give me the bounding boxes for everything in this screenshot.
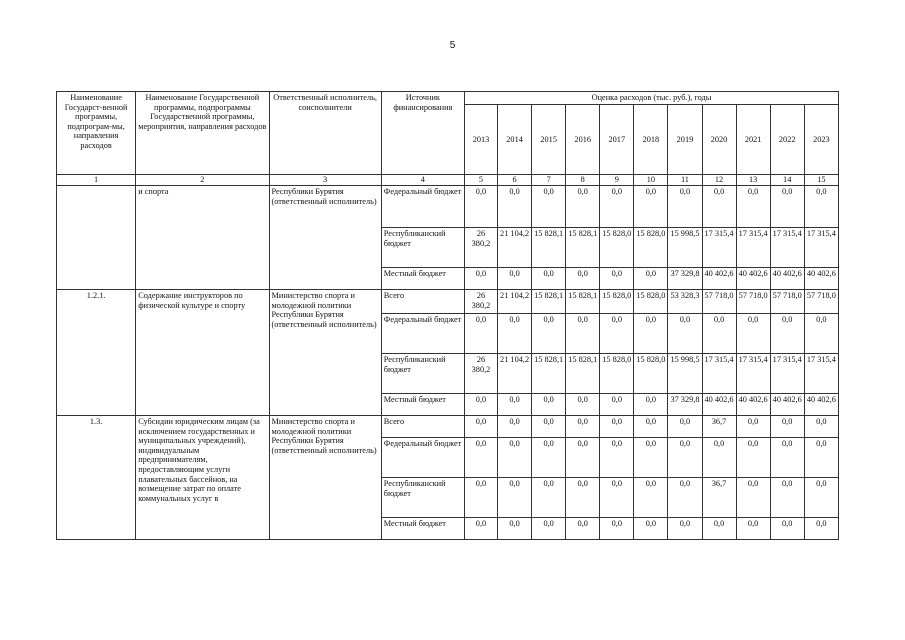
- expense-value: 26 380,2: [464, 290, 497, 314]
- budget-row: [57, 416, 839, 438]
- expense-value: 0,0: [532, 394, 566, 416]
- header-year: 2021: [736, 105, 770, 175]
- expense-value: 0,0: [600, 416, 634, 438]
- expense-value: 0,0: [600, 394, 634, 416]
- expense-value: 0,0: [566, 314, 600, 354]
- funding-source: Республиканский бюджет: [381, 228, 464, 268]
- expense-value: 0,0: [566, 416, 600, 438]
- executor: Министерство спорта и молодежной политики Республики Бурятия (ответственный исполнитель): [269, 416, 381, 540]
- expense-value: 40 402,6: [736, 394, 770, 416]
- expense-value: 17 315,4: [770, 228, 804, 268]
- expense-value: 0,0: [566, 186, 600, 228]
- header-year: 2015: [532, 105, 566, 175]
- expense-value: 17 315,4: [702, 354, 736, 394]
- expense-value: 15 828,1: [532, 228, 566, 268]
- expense-value: 0,0: [532, 186, 566, 228]
- expense-value: 0,0: [702, 314, 736, 354]
- expense-value: 0,0: [532, 314, 566, 354]
- column-index: 11: [668, 175, 702, 186]
- expense-value: 40 402,6: [702, 268, 736, 290]
- expense-value: 0,0: [702, 438, 736, 478]
- header-year: 2022: [770, 105, 804, 175]
- expense-value: 0,0: [736, 416, 770, 438]
- expense-value: 0,0: [770, 416, 804, 438]
- expense-value: 57 718,0: [804, 290, 838, 314]
- expense-value: 15 828,0: [600, 354, 634, 394]
- header-year: 2019: [668, 105, 702, 175]
- expense-value: 17 315,4: [804, 228, 838, 268]
- expense-value: 17 315,4: [804, 354, 838, 394]
- expense-value: 0,0: [464, 438, 497, 478]
- expense-value: 37 329,8: [668, 394, 702, 416]
- expense-value: 57 718,0: [736, 290, 770, 314]
- expense-value: 0,0: [634, 186, 668, 228]
- expense-value: 21 104,2: [498, 290, 532, 314]
- expense-value: 0,0: [532, 478, 566, 518]
- expense-value: 36,7: [702, 416, 736, 438]
- expense-value: 15 828,1: [532, 354, 566, 394]
- budget-row: [57, 290, 839, 314]
- expense-value: 37 329,8: [668, 268, 702, 290]
- expense-value: 0,0: [498, 438, 532, 478]
- column-index: 13: [736, 175, 770, 186]
- expense-value: 0,0: [600, 438, 634, 478]
- expense-value: 0,0: [600, 478, 634, 518]
- funding-source: Местный бюджет: [381, 518, 464, 540]
- expense-value: 0,0: [736, 438, 770, 478]
- expense-value: 15 828,0: [634, 354, 668, 394]
- expense-value: 15 828,0: [600, 290, 634, 314]
- expense-value: 0,0: [498, 518, 532, 540]
- expense-value: 40 402,6: [804, 268, 838, 290]
- expense-value: 15 828,1: [532, 290, 566, 314]
- expense-value: 0,0: [804, 186, 838, 228]
- expense-value: 21 104,2: [498, 228, 532, 268]
- header-executor: Ответственный исполнитель, соисполнители: [269, 92, 381, 175]
- expense-value: 0,0: [464, 394, 497, 416]
- expense-value: 0,0: [736, 478, 770, 518]
- expense-value: 0,0: [600, 186, 634, 228]
- column-index-row: [57, 175, 839, 186]
- expense-value: 0,0: [566, 394, 600, 416]
- expense-value: 26 380,2: [464, 228, 497, 268]
- column-index: 10: [634, 175, 668, 186]
- expense-value: 0,0: [702, 518, 736, 540]
- header-measure-name: Наименование Государственной программы, подпрограммы Государственной программы, мероприятия, направления расходов: [136, 92, 269, 175]
- measure-code: [57, 186, 136, 290]
- expense-value: 36,7: [702, 478, 736, 518]
- expense-value: 15 828,1: [566, 354, 600, 394]
- budget-row: [57, 186, 839, 228]
- funding-source: Местный бюджет: [381, 268, 464, 290]
- column-index: 7: [532, 175, 566, 186]
- expense-value: 0,0: [634, 394, 668, 416]
- expense-value: 0,0: [804, 438, 838, 478]
- executor: Министерство спорта и молодежной политики Республики Бурятия (ответственный исполнитель): [269, 290, 381, 416]
- expense-value: 0,0: [736, 314, 770, 354]
- expense-value: 0,0: [634, 314, 668, 354]
- funding-source: Всего: [381, 416, 464, 438]
- expense-value: 0,0: [464, 416, 497, 438]
- expense-value: 0,0: [770, 314, 804, 354]
- expense-value: 15 998,5: [668, 228, 702, 268]
- expense-value: 0,0: [600, 518, 634, 540]
- expense-value: 57 718,0: [770, 290, 804, 314]
- column-index: 12: [702, 175, 736, 186]
- expense-value: 0,0: [532, 518, 566, 540]
- expense-value: 40 402,6: [804, 394, 838, 416]
- header-year: 2013: [464, 105, 497, 175]
- expense-value: 15 828,0: [634, 228, 668, 268]
- expense-value: 0,0: [634, 518, 668, 540]
- measure-code: 1.3.: [57, 416, 136, 540]
- expense-value: 0,0: [498, 314, 532, 354]
- expense-value: 57 718,0: [702, 290, 736, 314]
- expense-value: 0,0: [498, 394, 532, 416]
- funding-source: Федеральный бюджет: [381, 186, 464, 228]
- expense-value: 40 402,6: [702, 394, 736, 416]
- expense-value: 15 828,0: [600, 228, 634, 268]
- expense-value: 0,0: [464, 478, 497, 518]
- expense-value: 53 328,3: [668, 290, 702, 314]
- expense-value: 15 828,1: [566, 290, 600, 314]
- header-year: 2018: [634, 105, 668, 175]
- funding-source: Республиканский бюджет: [381, 354, 464, 394]
- expense-value: 0,0: [634, 438, 668, 478]
- expense-value: 0,0: [498, 186, 532, 228]
- column-index: 6: [498, 175, 532, 186]
- expense-value: 0,0: [532, 416, 566, 438]
- expense-value: 0,0: [634, 268, 668, 290]
- expense-value: 15 828,1: [566, 228, 600, 268]
- expense-value: 17 315,4: [736, 354, 770, 394]
- expense-value: 0,0: [770, 478, 804, 518]
- expense-value: 0,0: [566, 268, 600, 290]
- header-funding-source: Источник финансирования: [381, 92, 464, 175]
- column-index: 14: [770, 175, 804, 186]
- header-year: 2020: [702, 105, 736, 175]
- expense-value: 26 380,2: [464, 354, 497, 394]
- budget-table: [56, 91, 839, 540]
- measure-name: Субсидии юридическим лицам (за исключением государственных и муниципальных учреждений), индивидуальным предпринимателям, предоставляющим услуги плавательных бассейнов, на возмещение затрат по оплате коммунальных услуг в: [136, 416, 269, 540]
- expense-value: 15 828,0: [634, 290, 668, 314]
- page-number: 5: [449, 40, 456, 51]
- expense-value: 17 315,4: [736, 228, 770, 268]
- expense-value: 0,0: [668, 416, 702, 438]
- table-body: [57, 186, 839, 540]
- expense-value: 0,0: [668, 186, 702, 228]
- header-row: [57, 92, 839, 105]
- expense-value: 0,0: [532, 438, 566, 478]
- expense-value: 0,0: [498, 268, 532, 290]
- expense-value: 0,0: [498, 416, 532, 438]
- expense-value: 0,0: [804, 478, 838, 518]
- funding-source: Всего: [381, 290, 464, 314]
- expense-value: 17 315,4: [770, 354, 804, 394]
- header-year: 2016: [566, 105, 600, 175]
- expense-value: 0,0: [770, 518, 804, 540]
- expense-value: 15 998,5: [668, 354, 702, 394]
- expense-value: 0,0: [668, 518, 702, 540]
- expense-value: 0,0: [464, 518, 497, 540]
- funding-source: Республиканский бюджет: [381, 478, 464, 518]
- funding-source: Федеральный бюджет: [381, 314, 464, 354]
- expense-value: 0,0: [566, 478, 600, 518]
- header-year: 2014: [498, 105, 532, 175]
- expense-value: 0,0: [464, 314, 497, 354]
- expense-value: 0,0: [634, 416, 668, 438]
- funding-source: Федеральный бюджет: [381, 438, 464, 478]
- expense-value: 0,0: [668, 478, 702, 518]
- measure-name: и спорта: [136, 186, 269, 290]
- column-index: 15: [804, 175, 838, 186]
- column-index: 9: [600, 175, 634, 186]
- measure-name: Содержание инструкторов по физической культуре и спорту: [136, 290, 269, 416]
- expense-value: 17 315,4: [702, 228, 736, 268]
- expense-value: 0,0: [634, 478, 668, 518]
- column-index: 5: [464, 175, 497, 186]
- expense-value: 0,0: [668, 438, 702, 478]
- expense-value: 0,0: [736, 186, 770, 228]
- expense-value: 0,0: [804, 314, 838, 354]
- expense-value: 40 402,6: [770, 394, 804, 416]
- expense-value: 0,0: [532, 268, 566, 290]
- expense-value: 0,0: [600, 314, 634, 354]
- expense-value: 0,0: [770, 438, 804, 478]
- expense-value: 0,0: [736, 518, 770, 540]
- measure-code: 1.2.1.: [57, 290, 136, 416]
- column-index: 3: [269, 175, 381, 186]
- header-years-group: Оценка расходов (тыс. руб.), годы: [464, 92, 838, 105]
- column-index: 8: [566, 175, 600, 186]
- expense-value: 40 402,6: [770, 268, 804, 290]
- expense-value: 0,0: [464, 186, 497, 228]
- expense-value: 0,0: [702, 186, 736, 228]
- column-index: 2: [136, 175, 269, 186]
- header-year: 2017: [600, 105, 634, 175]
- expense-value: 0,0: [770, 186, 804, 228]
- header-program-name: Наименование Государст-венной программы, подпрограм-мы, направления расходов: [57, 92, 136, 175]
- header-year: 2023: [804, 105, 838, 175]
- column-index: 4: [381, 175, 464, 186]
- expense-value: 0,0: [668, 314, 702, 354]
- expense-value: 40 402,6: [736, 268, 770, 290]
- executor: Республики Бурятия (ответственный исполнитель): [269, 186, 381, 290]
- expense-value: 0,0: [804, 518, 838, 540]
- funding-source: Местный бюджет: [381, 394, 464, 416]
- expense-value: 0,0: [566, 518, 600, 540]
- expense-value: 0,0: [600, 268, 634, 290]
- expense-value: 0,0: [498, 478, 532, 518]
- expense-value: 0,0: [464, 268, 497, 290]
- expense-value: 0,0: [566, 438, 600, 478]
- expense-value: 21 104,2: [498, 354, 532, 394]
- expense-value: 0,0: [804, 416, 838, 438]
- column-index: 1: [57, 175, 136, 186]
